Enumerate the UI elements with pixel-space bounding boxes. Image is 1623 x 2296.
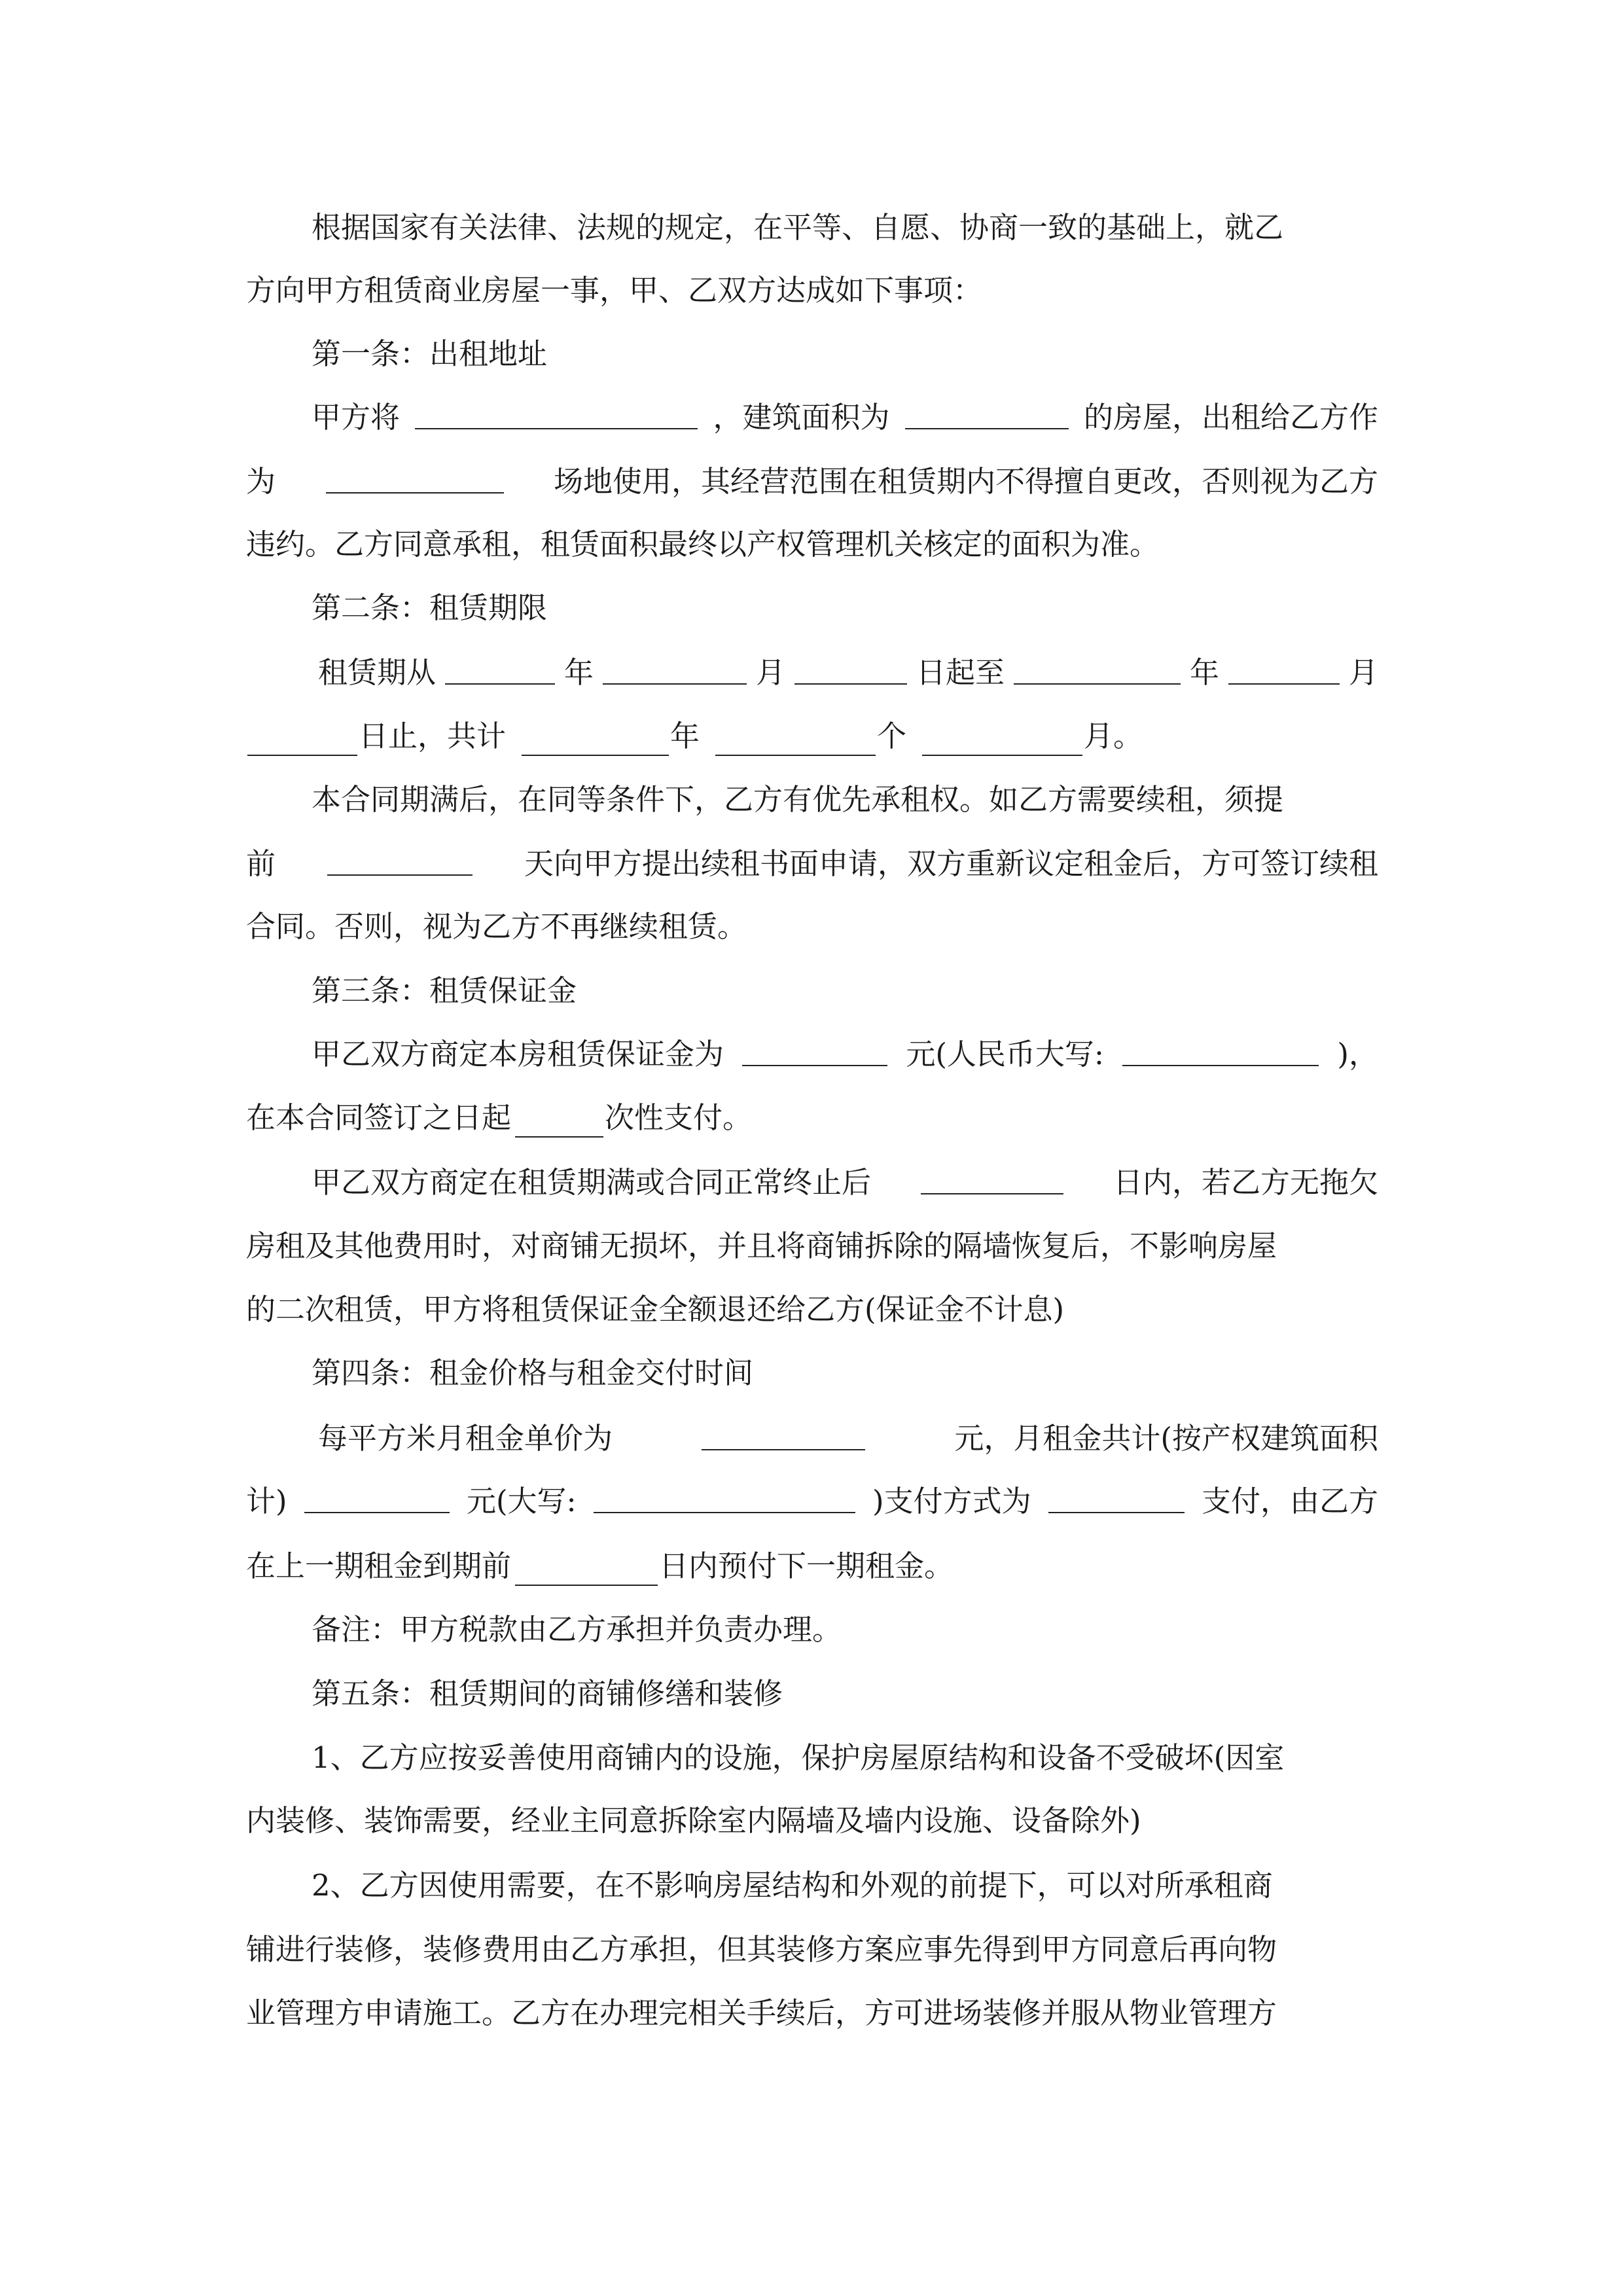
article-4-line-2 [246,1482,1378,1521]
text: 年 [563,655,594,690]
monthly-rent-uppercase-blank[interactable] [594,1482,855,1513]
text: 月 [1348,655,1378,690]
article-5-p1-line-2: 内装修、装饰需要，经业主同意拆除室内隔墙及墙内设施、设备除外) [246,1803,1141,1838]
text: ，建筑面积为 [713,400,890,435]
use-purpose-blank[interactable] [326,462,504,493]
start-year-blank[interactable] [445,653,555,685]
text: 甲方将 [312,400,401,435]
text: 元(大写: [466,1484,577,1518]
article-3-line-3 [312,1163,1378,1202]
text: 本合同期满后，在同等条件下，乙方有优先承租权。如乙方需要续租，须提 [312,782,1284,817]
article-2-line-1 [318,653,1378,692]
article-2-title: 第二条：租赁期限 [312,590,548,625]
text: 的房屋，出租给乙方作 [1083,400,1378,435]
prepay-days-blank[interactable] [515,1554,658,1586]
text: 为 [246,464,276,499]
article-1-line-1 [312,398,1378,437]
text: 每平方米月租金单价为 [318,1421,613,1456]
article-1-line-3: 违约。乙方同意承租，租赁面积最终以产权管理机关核定的面积为准。 [246,527,1160,562]
text: 前 [246,846,276,881]
text: 月 [755,655,785,690]
text: 日内预付下一期租金。 [659,1549,954,1583]
monthly-rent-blank[interactable] [304,1482,450,1513]
address-blank[interactable] [415,398,698,429]
end-day-blank[interactable] [247,725,357,756]
text: 月。 [1084,719,1143,753]
article-4-line-1 [318,1419,1378,1458]
end-month-blank[interactable] [1228,653,1340,685]
deposit-uppercase-blank[interactable] [1122,1035,1319,1066]
text: 业管理方申请施工。乙方在办理完相关手续后，方可进场装修并服从物业管理方 [246,1996,1277,2030]
text: 场地使用，其经营范围在租赁期内不得擅自更改，否则视为乙方 [553,464,1378,499]
text: )支付方式为 [872,1484,1031,1518]
text: 铺进行装修，装修费用由乙方承担，但其装修方案应事先得到甲方同意后再向物 [246,1932,1277,1967]
article-5-p2-line-3 [246,1994,1378,2033]
area-blank[interactable] [905,398,1069,429]
text: 日内，若乙方无拖欠 [1113,1165,1378,1200]
article-1-line-2 [246,462,1378,501]
text: 元，月租金共计(按产权建筑面积 [954,1421,1378,1456]
deposit-amount-blank[interactable] [742,1035,887,1066]
start-day-blank[interactable] [794,653,907,685]
total-count-blank[interactable] [715,725,876,756]
text: 根据国家有关法律、法规的规定，在平等、自愿、协商一致的基础上，就乙 [312,210,1284,245]
text: 甲乙双方商定本房租赁保证金为 [312,1037,724,1071]
intro-line-1 [312,208,1378,247]
renewal-days-blank[interactable] [327,844,473,876]
article-5-p2-line-2 [246,1930,1378,1969]
unit-rent-blank[interactable] [702,1419,865,1450]
text: 2、乙方因使用需要，在不影响房屋结构和外观的前提下，可以对所承租商 [312,1868,1273,1903]
text: 日止，共计 [359,719,507,753]
text: 支付，由乙方 [1201,1484,1378,1518]
text: 元(人民币大写: [906,1037,1105,1071]
end-year-blank[interactable] [1014,653,1181,685]
text: 1、乙方应按妥善使用商铺内的设施，保护房屋原结构和设备不受破坏(因室 [312,1740,1285,1775]
article-2-line-5: 合同。否则，视为乙方不再继续租赁。 [246,909,747,944]
article-3-line-1 [312,1035,1378,1074]
text: 在本合同签订之日起 [246,1100,512,1135]
article-4-note: 备注：甲方税款由乙方承担并负责办理。 [312,1612,842,1647]
text: 个 [877,719,907,753]
article-3-line-2 [246,1098,1378,1138]
intro-line-2: 方向甲方租赁商业房屋一事，甲、乙双方达成如下事项： [246,273,983,308]
text: 在上一期租金到期前 [246,1549,512,1583]
text: 次性支付。 [605,1100,753,1135]
text: 天向甲方提出续租书面申请，双方重新议定租金后，方可签订续租 [524,846,1378,881]
text: 租赁期从 [318,655,437,690]
payment-count-blank[interactable] [515,1106,603,1138]
text: 计) [246,1484,287,1518]
text: 年 [1189,655,1219,690]
article-3-line-5: 的二次租赁，甲方将租赁保证金全额退还给乙方(保证金不计息) [246,1292,1065,1327]
text: 甲乙双方商定在租赁期满或合同正常终止后 [312,1165,872,1200]
article-5-p2-line-1 [312,1866,1378,1905]
refund-days-blank[interactable] [921,1163,1063,1194]
article-1-title: 第一条：出租地址 [312,336,548,371]
article-3-line-4 [246,1227,1378,1266]
start-month-blank[interactable] [603,653,747,685]
text: 年 [670,719,700,753]
article-2-line-2 [246,717,1378,756]
text: )， [1337,1037,1378,1071]
payment-method-blank[interactable] [1048,1482,1185,1513]
total-years-blank[interactable] [522,725,669,756]
text: 房租及其他费用时，对商铺无损坏，并且将商铺拆除的隔墙恢复后，不影响房屋 [246,1229,1277,1263]
article-2-line-3 [312,780,1378,819]
article-5-p1-line-1 [312,1738,1378,1778]
article-5-title: 第五条：租赁期间的商铺修缮和装修 [312,1676,783,1711]
article-4-line-3 [246,1547,1378,1586]
article-4-title: 第四条：租金价格与租金交付时间 [312,1355,754,1390]
text: 日起至 [916,655,1005,690]
article-2-line-4 [246,844,1378,884]
article-3-title: 第三条：租赁保证金 [312,973,577,1008]
total-months-blank[interactable] [922,725,1082,756]
